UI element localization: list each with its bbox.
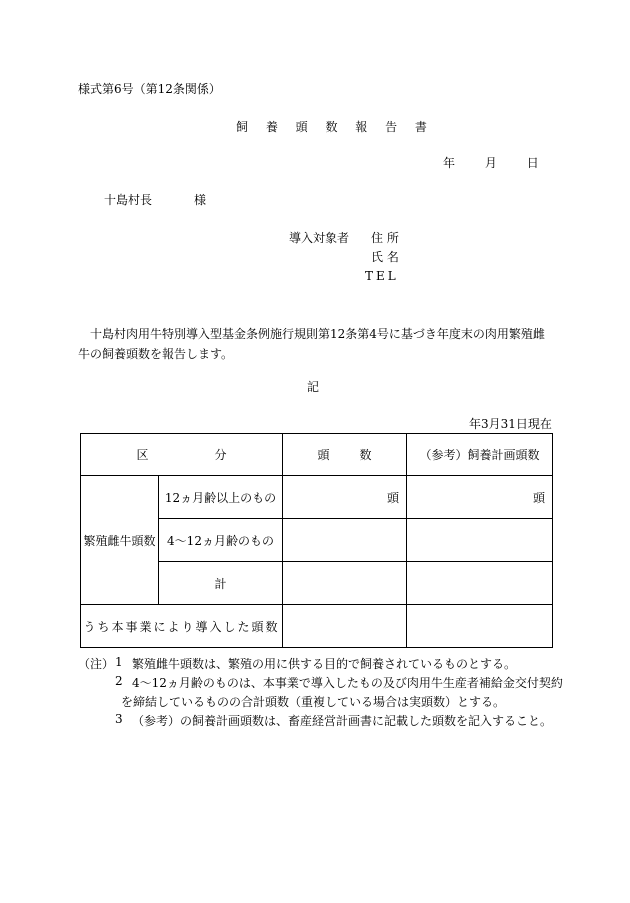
header-category <box>81 434 283 476</box>
date-line <box>443 156 539 170</box>
applicant-label: 導入対象者 <box>289 231 350 245</box>
header-category-1: 区 <box>136 448 149 462</box>
recipient-name: 十島村長 <box>104 193 153 207</box>
date-day: 日 <box>526 156 539 170</box>
note-2-line-2: を締結しているものの合計頭数（重複している場合は実頭数）とする。 <box>121 695 506 709</box>
body-text <box>78 324 554 364</box>
row-label-total: 計 <box>159 562 283 605</box>
header-category-2: 分 <box>214 448 227 462</box>
recipient-honorific: 様 <box>194 193 207 207</box>
body-paragraph: 十島村肉用牛特別導入型基金条例施行規則第12条第4号に基づき年度末の肉用繁殖雌牛の飼養頭数を報告します。 <box>78 327 545 361</box>
head-count-cell <box>283 605 407 648</box>
row-label-over12: 12ヵ月齢以上のもの <box>159 476 283 519</box>
recipient <box>104 193 206 207</box>
plan-cell <box>407 519 553 562</box>
date-month: 月 <box>484 156 497 170</box>
note-3-number: 3 <box>115 712 123 726</box>
group-label: 繁殖雌牛頭数 <box>81 476 159 605</box>
plan-cell <box>407 605 553 648</box>
note-3: （参考）の飼養計画頭数は、畜産経営計画書に記載した頭数を記入すること。 <box>132 714 553 728</box>
address-label: 住 所 <box>371 231 399 245</box>
form-number: 様式第6号（第12条関係） <box>78 82 221 96</box>
table-row <box>81 605 553 648</box>
table-header-row <box>81 434 553 476</box>
name-label: 氏 名 <box>371 250 399 264</box>
header-head-count-2: 数 <box>359 448 372 462</box>
head-count-cell <box>283 519 407 562</box>
row-label-4to12: 4〜12ヵ月齢のもの <box>159 519 283 562</box>
header-head-count <box>283 434 407 476</box>
document-title: 飼 養 頭 数 報 告 書 <box>236 120 434 134</box>
note-2-number: 2 <box>115 674 123 688</box>
header-plan: （参考）飼養計画頭数 <box>407 434 553 476</box>
note-2-line-1: 4〜12ヵ月齢のものは、本事業で導入したもの及び肉用牛生産者補給金交付契約 <box>132 676 563 690</box>
plan-cell <box>407 562 553 605</box>
note-1-number: 1 <box>115 655 123 669</box>
ki-label: 記 <box>307 380 320 394</box>
plan-unit: 頭 <box>407 476 553 519</box>
row-label-introduced: うち本事業により導入した頭数 <box>81 605 283 648</box>
header-head-count-1: 頭 <box>317 448 330 462</box>
head-count-unit: 頭 <box>283 476 407 519</box>
note-1: 繁殖雌牛頭数は、繁殖の用に供する目的で飼養されているものとする。 <box>132 657 517 671</box>
notes-prefix: （注） <box>78 657 115 671</box>
as-of-date: 年3月31日現在 <box>469 417 552 431</box>
head-count-cell <box>283 562 407 605</box>
head-count-table <box>80 433 553 648</box>
table-row <box>81 476 553 519</box>
date-year: 年 <box>443 156 456 170</box>
tel-label: TEL <box>365 269 399 283</box>
